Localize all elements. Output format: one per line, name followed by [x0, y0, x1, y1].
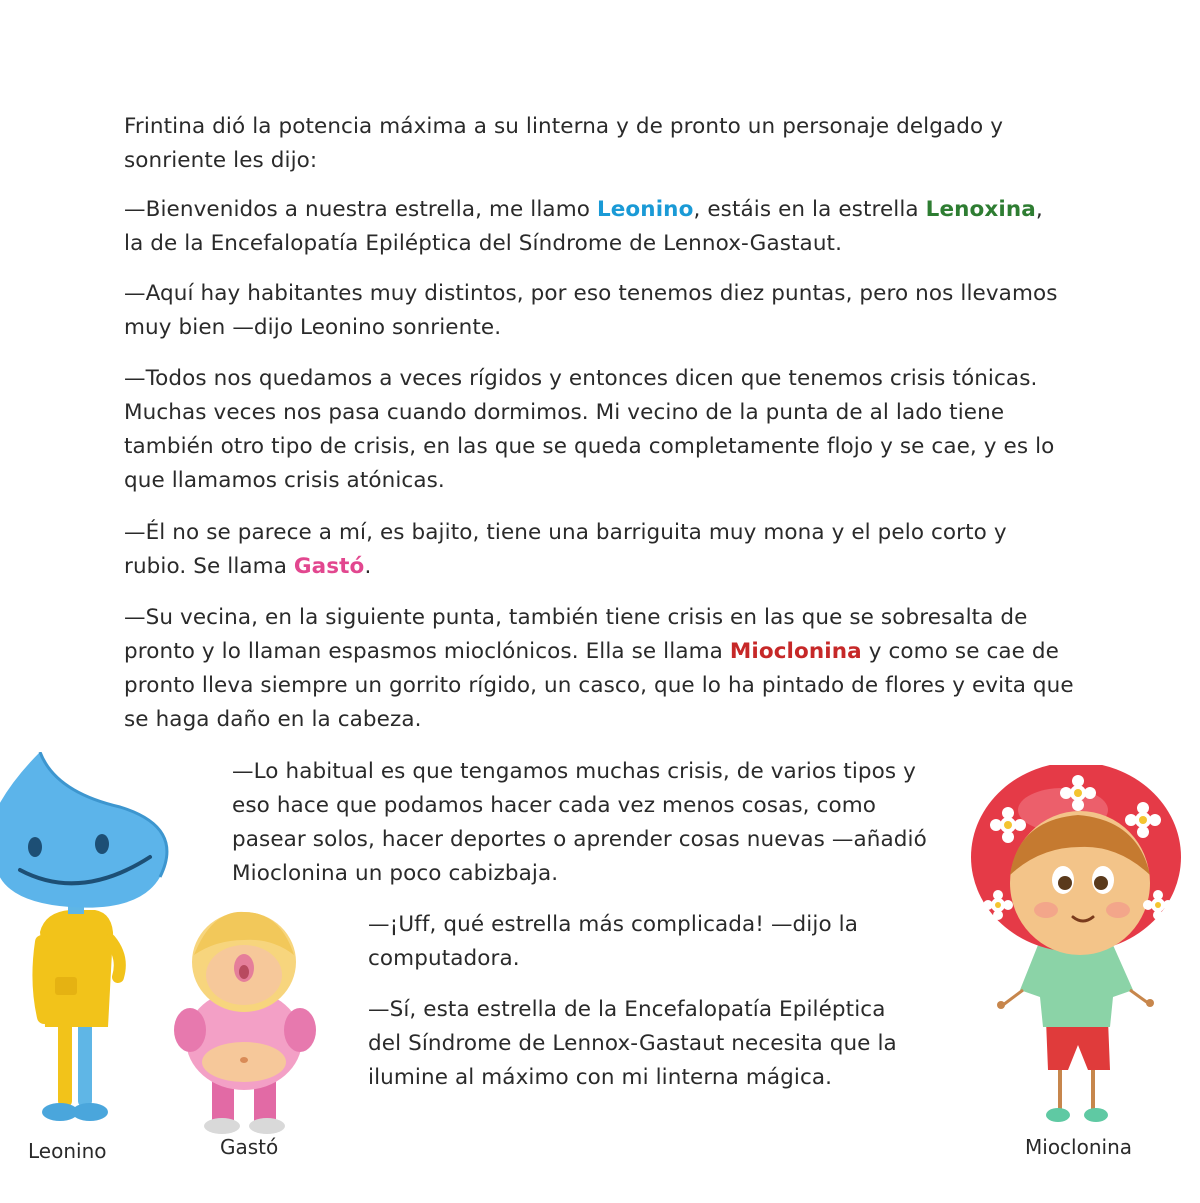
gasto-text-b: .: [364, 554, 372, 579]
paragraph-intro: Frintina dió la potencia máxima a su linterna y de pronto un personaje delgado y sonriente les dijo:: [124, 114, 1004, 173]
gasto-illustration: [172, 900, 322, 1135]
paragraph-tonic-crisis: —Todos nos quedamos a veces rígidos y entonces dicen que tenemos crisis tónicas. Muchas veces nos pasa cuando dormimos. Mi vecino de la punta de al lado tiene también otro tipo de crisis, en las que se queda completamente flojo y se cae, y es lo que llamamos crisis atónicas.: [124, 366, 1055, 493]
welcome-text-a: —Bienvenidos a nuestra estrella, me llamo: [124, 197, 597, 222]
caption-leonino: Leonino: [28, 1139, 107, 1163]
paragraph-habitual: —Lo habitual es que tengamos muchas crisis, de varios tipos y eso hace que podamos hacer cada vez menos cosas, como pasear solos, hacer deportes o aprender cosas nuevas —añadió Mioclonina un poco cabizbaja.: [232, 759, 927, 886]
caption-gasto: Gastó: [220, 1135, 279, 1159]
name-mioclonina: Mioclonina: [729, 639, 862, 664]
mioclonina-text-a: —Su vecina, en la siguiente punta, también tiene crisis en las que se sobresalta de pronto y lo llaman espasmos mioclónicos. Ella se llama: [124, 605, 1028, 664]
paragraph-lantern: —Sí, esta estrella de la Encefalopatía Epiléptica del Síndrome de Lennox-Gastaut necesita que la ilumine al máximo con mi linterna mágica.: [368, 997, 897, 1090]
leonino-illustration: [0, 752, 200, 1132]
gasto-text-a: —Él no se parece a mí, es bajito, tiene una barriguita muy mona y el pelo corto y rubio. Se llama: [124, 520, 1007, 579]
name-leonino: Leonino: [596, 197, 694, 222]
welcome-text-c: , la de la Encefalopatía Epiléptica del Síndrome de Lennox-Gastaut.: [124, 197, 1043, 256]
paragraph-inhabitants: —Aquí hay habitantes muy distintos, por eso tenemos diez puntas, pero nos llevamos muy bien —dijo Leonino sonriente.: [124, 281, 1058, 340]
mioclonina-illustration: [968, 765, 1193, 1130]
name-lenoxina: Lenoxina: [925, 197, 1036, 222]
name-gasto: Gastó: [293, 554, 365, 579]
paragraph-gasto: [124, 516, 1064, 584]
paragraph-mioclonina: [124, 601, 1099, 737]
paragraph-welcome: [124, 193, 1069, 261]
welcome-text-b: , estáis en la estrella: [693, 197, 926, 222]
mioclonina-text-b: y como se cae de pronto lleva siempre un gorrito rígido, un casco, que lo ha pintado de flores y evita que se haga daño en la cabeza.: [124, 639, 1074, 732]
caption-mioclonina: Mioclonina: [1025, 1135, 1133, 1159]
paragraph-computer: —¡Uff, qué estrella más complicada! —dijo la computadora.: [368, 912, 858, 971]
